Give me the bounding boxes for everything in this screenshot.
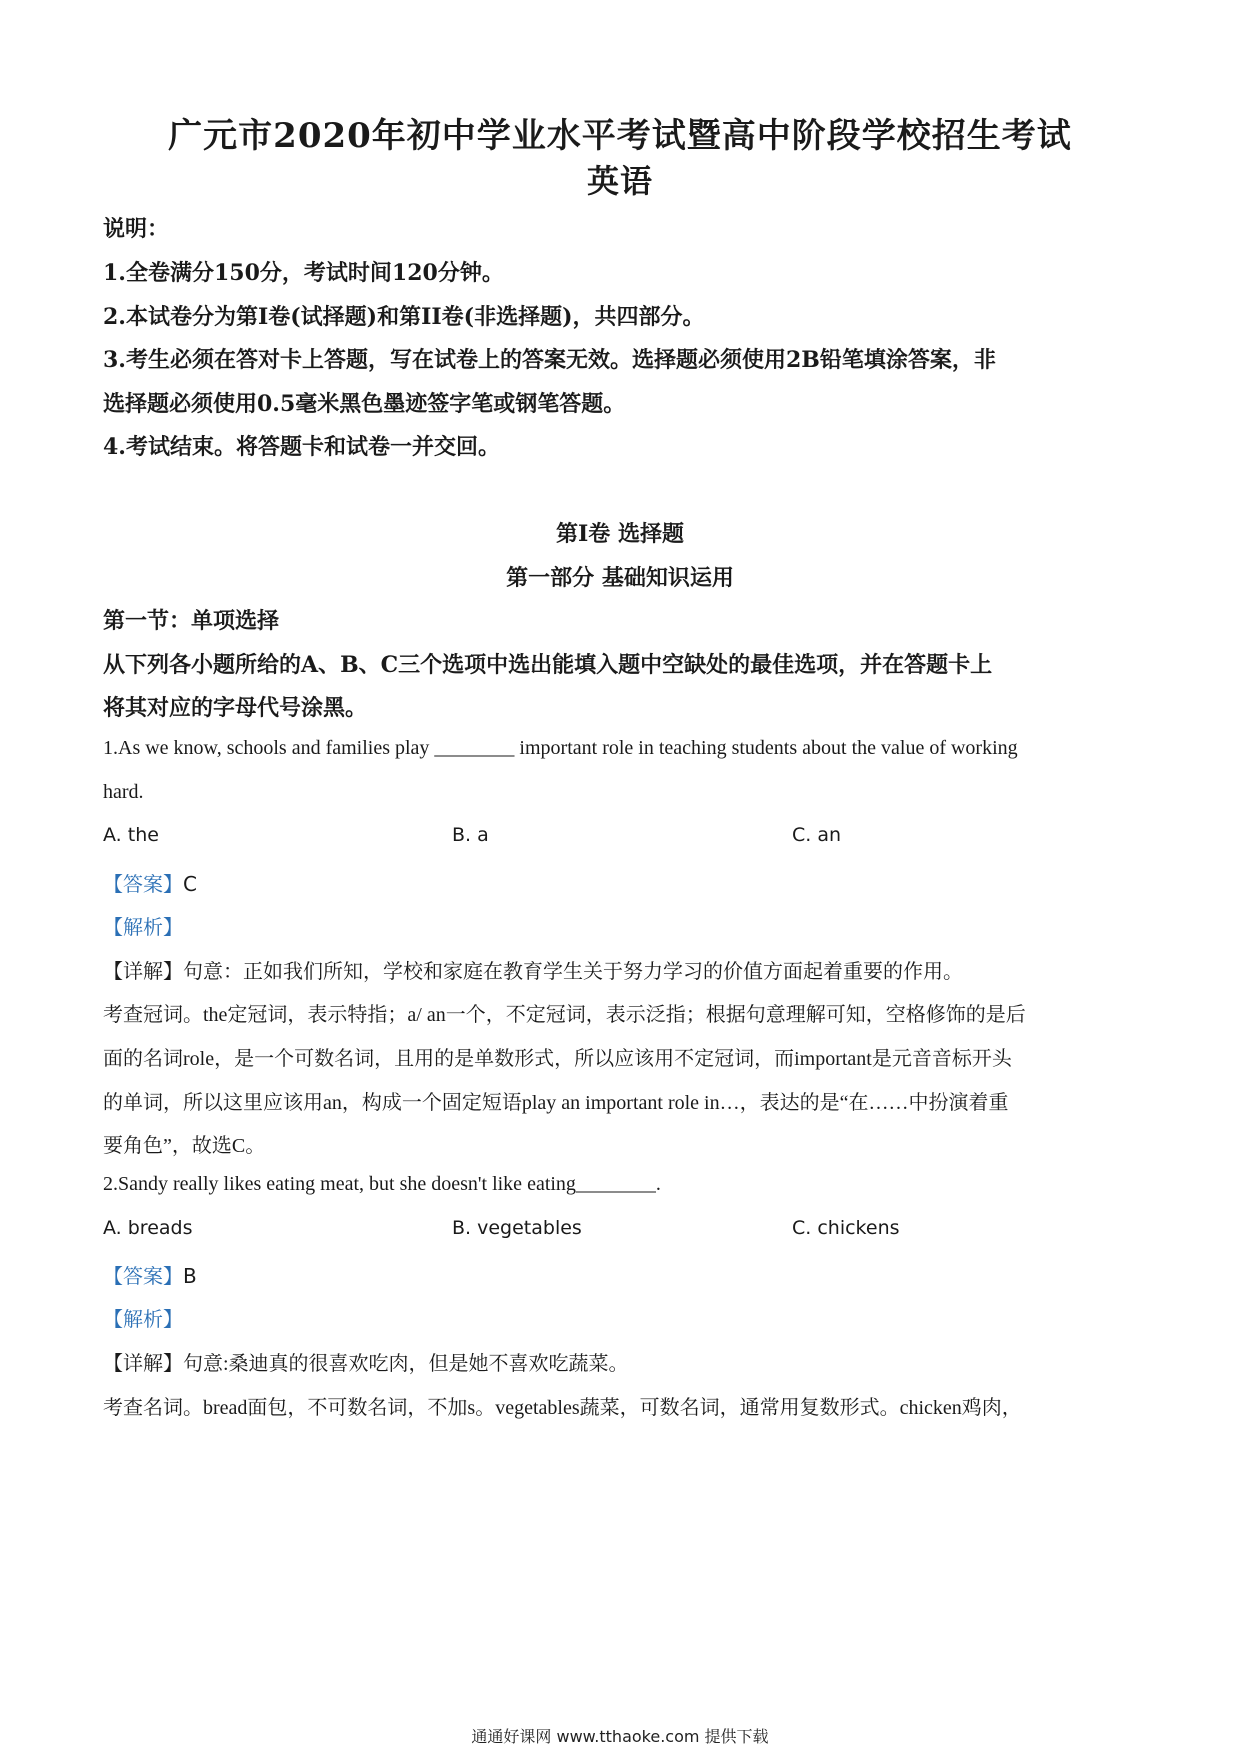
question-stem: 2.Sandy really likes eating meat, but she doesn't like eating________. xyxy=(103,1173,661,1195)
option-b: B. vegetables xyxy=(452,1217,582,1239)
option-c: C. an xyxy=(792,824,842,846)
analysis-line: 【详解】句意:桑迪真的很喜欢吃肉，但是她不喜欢吃蔬菜。 xyxy=(103,1353,629,1375)
analysis-line: 要角色”，故选C。 xyxy=(103,1135,266,1157)
analysis-line: 考查冠词。the定冠词，表示特指；a/ an一个，不定冠词，表示泛指；根据句意理解可知，空格修饰的是后 xyxy=(103,1004,1026,1026)
analysis-line: 面的名词role，是一个可数名词，且用的是单数形式，所以应该用不定冠词，而important是元音音标开头 xyxy=(103,1048,1012,1070)
analysis-line: 考查名词。bread面包，不可数名词，不加s。vegetables蔬菜，可数名词，通常用复数形式。chicken鸡肉， xyxy=(103,1397,1022,1419)
answer-value: C xyxy=(183,872,197,896)
question-stem: hard. xyxy=(103,781,144,803)
analysis-line: 的单词，所以这里应该用an，构成一个固定短语play an important role in…，表达的是“在……中扮演着重 xyxy=(103,1092,1009,1114)
analysis-tag: 【解析】 xyxy=(103,915,183,939)
instruction-item: 4.考试结束。将答题卡和试卷一并交回。 xyxy=(103,434,500,460)
instructions-label: 说明： xyxy=(103,216,170,242)
instruction-item: 1.全卷满分150分，考试时间120分钟。 xyxy=(103,260,504,286)
volume-title: 第I卷 选择题 xyxy=(556,521,684,547)
instruction-item: 2.本试卷分为第I卷(试择题)和第II卷(非选择题)，共四部分。 xyxy=(103,304,705,330)
instruction-item: 3.考生必须在答对卡上答题，写在试卷上的答案无效。选择题必须使用2B铅笔填涂答案，非 xyxy=(103,347,996,373)
answer-line xyxy=(103,868,197,897)
instruction-item: 选择题必须使用0.5毫米黑色墨迹签字笔或钢笔答题。 xyxy=(103,391,626,417)
subject-title: 英语 xyxy=(586,162,653,200)
directions-line: 将其对应的字母代号涂黑。 xyxy=(103,695,368,721)
answer-line xyxy=(103,1260,197,1289)
footer-source: 通通好课网 www.tthaoke.com 提供下载 xyxy=(471,1727,769,1746)
option-c: C. chickens xyxy=(792,1217,900,1239)
option-a: A. the xyxy=(103,824,159,846)
answer-value: B xyxy=(183,1264,197,1288)
option-b: B. a xyxy=(452,824,489,846)
directions-line: 从下列各小题所给的A、B、C三个选项中选出能填入题中空缺处的最佳选项，并在答题卡上 xyxy=(103,652,993,678)
exam-title: 广元市2020年初中学业水平考试暨高中阶段学校招生考试 xyxy=(168,116,1072,156)
answer-tag: 【答案】 xyxy=(103,1264,183,1288)
answer-tag: 【答案】 xyxy=(103,872,183,896)
option-a: A. breads xyxy=(103,1217,193,1239)
question-stem: 1.As we know, schools and families play ________ important role in teaching students about the value of working xyxy=(103,737,1018,759)
part-title: 第一部分 基础知识运用 xyxy=(506,565,734,591)
analysis-tag: 【解析】 xyxy=(103,1307,183,1331)
analysis-line: 【详解】句意：正如我们所知，学校和家庭在教育学生关于努力学习的价值方面起着重要的作用。 xyxy=(103,961,963,983)
subsection-title: 第一节：单项选择 xyxy=(103,608,280,634)
